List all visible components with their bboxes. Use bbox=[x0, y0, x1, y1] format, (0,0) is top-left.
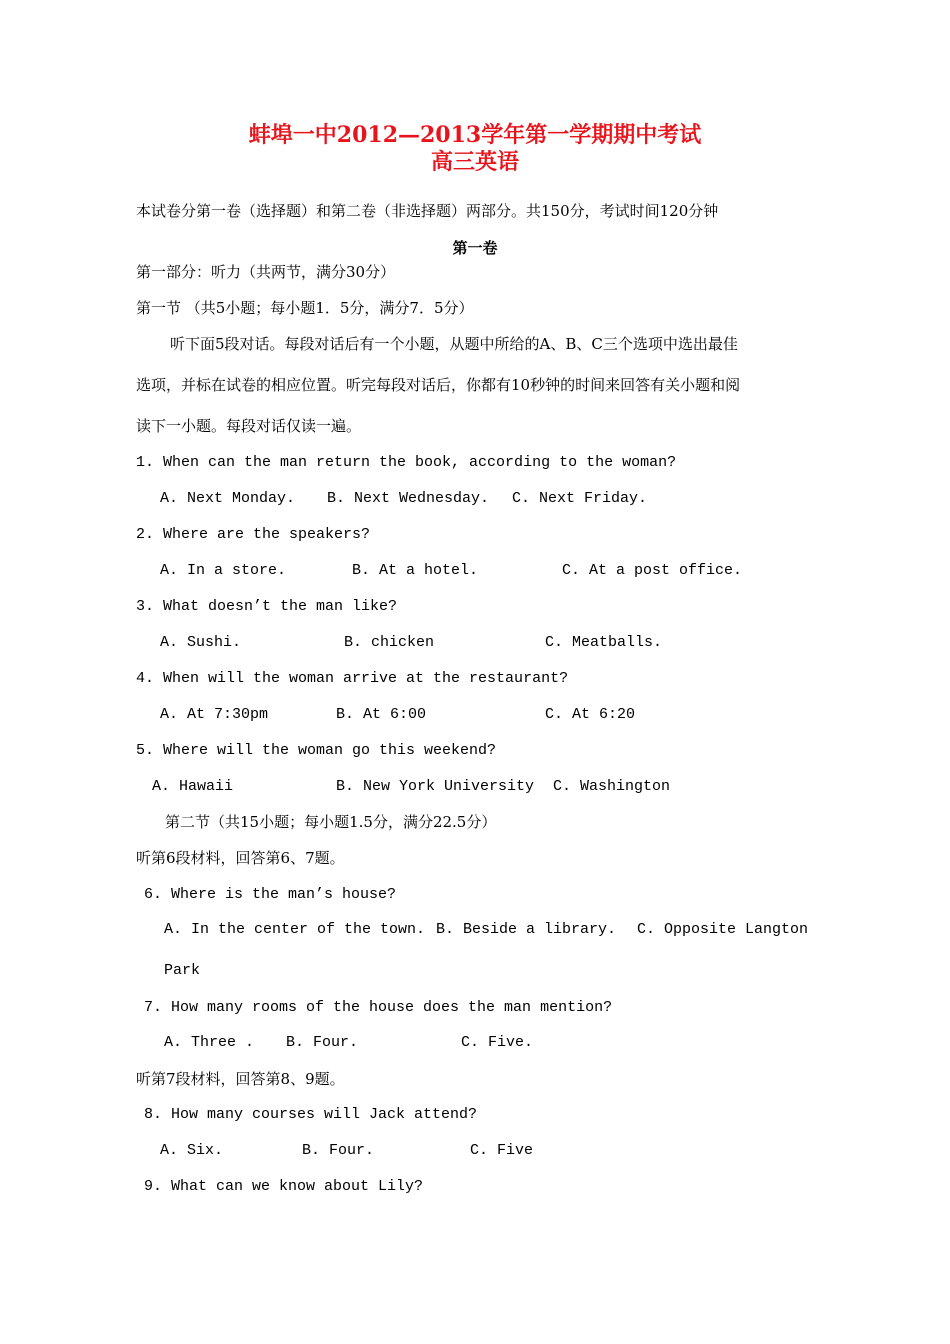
question-2-option-b: B. At a hotel. bbox=[352, 562, 479, 579]
part1-heading: 第一部分：听力（共两节，满分30分） bbox=[136, 263, 396, 281]
question-5-option-b: B. New York University bbox=[336, 778, 535, 795]
exam-title: 蚌埠一中2012—2013学年第一学期期中考试 bbox=[248, 122, 702, 148]
question-6-option-c-wrap: Park bbox=[164, 962, 201, 979]
question-3-option-a: A. Sushi. bbox=[160, 634, 242, 651]
question-5: 5. Where will the woman go this weekend? bbox=[136, 742, 497, 759]
question-4-option-a: A. At 7:30pm bbox=[160, 706, 269, 723]
instructions-line-2: 选项，并标在试卷的相应位置。听完每段对话后，你都有10秒钟的时间来回答有关小题和阅 bbox=[136, 376, 741, 394]
question-4-option-c: C. At 6:20 bbox=[545, 706, 636, 723]
instructions-line-3: 读下一小题。每段对话仅读一遍。 bbox=[136, 417, 362, 435]
volume-title: 第一卷 bbox=[452, 239, 498, 257]
question-7-option-c: C. Five. bbox=[461, 1034, 534, 1051]
question-2: 2. Where are the speakers? bbox=[136, 526, 371, 543]
question-8-option-a: A. Six. bbox=[160, 1142, 224, 1159]
question-6: 6. Where is the man’s house? bbox=[144, 886, 397, 903]
question-3-option-b: B. chicken bbox=[344, 634, 435, 651]
material-7-heading: 听第7段材料，回答第8、9题。 bbox=[136, 1070, 345, 1088]
question-8-option-b: B. Four. bbox=[302, 1142, 375, 1159]
section2-heading: 第二节（共15小题；每小题1.5分，满分22.5分） bbox=[165, 813, 497, 831]
question-4-option-b: B. At 6:00 bbox=[336, 706, 427, 723]
question-1-option-a: A. Next Monday. bbox=[160, 490, 296, 507]
question-1-option-b: B. Next Wednesday. bbox=[327, 490, 490, 507]
question-5-option-a: A. Hawaii bbox=[152, 778, 234, 795]
question-8-option-c: C. Five bbox=[470, 1142, 534, 1159]
question-7: 7. How many rooms of the house does the man mention? bbox=[144, 999, 613, 1016]
question-7-option-b: B. Four. bbox=[286, 1034, 359, 1051]
question-3: 3. What doesn’t the man like? bbox=[136, 598, 398, 615]
question-1-option-c: C. Next Friday. bbox=[512, 490, 648, 507]
question-3-option-c: C. Meatballs. bbox=[545, 634, 663, 651]
question-2-option-c: C. At a post office. bbox=[562, 562, 743, 579]
question-1: 1. When can the man return the book, according to the woman? bbox=[136, 454, 677, 471]
section1-heading: 第一节 （共5小题；每小题1．5分，满分7．5分） bbox=[136, 299, 474, 317]
question-7-option-a: A. Three . bbox=[164, 1034, 255, 1051]
question-6-option-b: B. Beside a library. bbox=[436, 921, 617, 938]
question-2-option-a: A. In a store. bbox=[160, 562, 287, 579]
question-9: 9. What can we know about Lily? bbox=[144, 1178, 424, 1195]
exam-subtitle: 高三英语 bbox=[430, 149, 519, 175]
question-6-option-a: A. In the center of the town. bbox=[164, 921, 426, 938]
question-8: 8. How many courses will Jack attend? bbox=[144, 1106, 478, 1123]
question-6-option-c: C. Opposite Langton bbox=[637, 921, 809, 938]
material-6-heading: 听第6段材料，回答第6、7题。 bbox=[136, 849, 345, 867]
exam-intro: 本试卷分第一卷（选择题）和第二卷（非选择题）两部分。共150分，考试时间120分钟 bbox=[136, 202, 719, 220]
instructions-line-1: 听下面5段对话。每段对话后有一个小题，从题中所给的A、B、C三个选项中选出最佳 bbox=[170, 335, 738, 353]
question-4: 4. When will the woman arrive at the restaurant? bbox=[136, 670, 569, 687]
question-5-option-c: C. Washington bbox=[553, 778, 671, 795]
